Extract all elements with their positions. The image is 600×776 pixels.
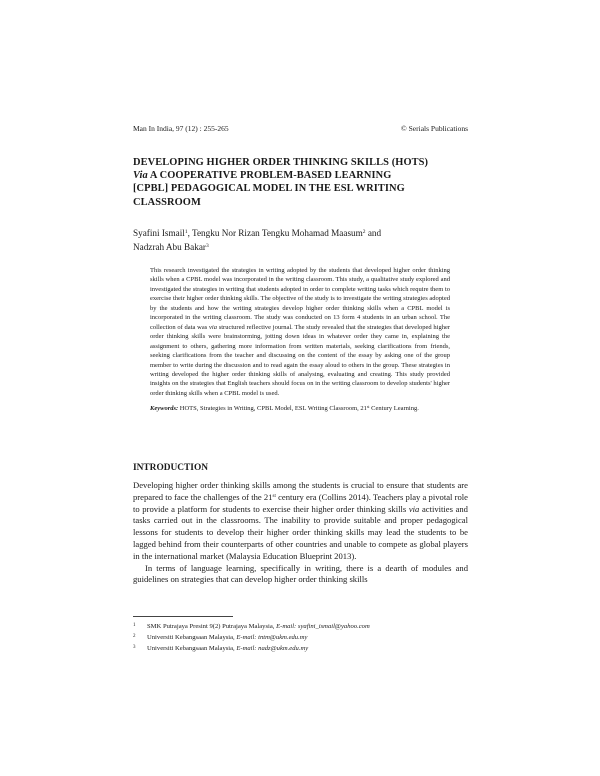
author-name: Syafini Ismail	[133, 228, 185, 238]
footnote-divider	[133, 616, 233, 617]
author-affiliation-mark: 3	[205, 242, 209, 249]
footnote-email: E-mail: tntm@ukm.edu.my	[236, 634, 308, 641]
keywords: Keywords: HOTS, Strategies in Writing, CPBL Model, ESL Writing Classroom, 21st Century Learning.	[150, 404, 419, 413]
title-line: [CPBL] PEDAGOGICAL MODEL IN THE ESL WRITING	[133, 183, 405, 195]
footnote-number: 1	[133, 623, 136, 628]
title-line: Via A COOPERATIVE PROBLEM-BASED LEARNING	[133, 170, 392, 182]
journal-citation: Man In India, 97 (12) : 255-265	[133, 124, 229, 133]
footnote-email: E-mail: syafini_ismail@yahoo.com	[276, 623, 370, 630]
publisher-name: © Serials Publications	[401, 124, 468, 133]
paragraph: Developing higher order thinking skills among the students is crucial to ensure that students are prepared to face the challenges of the 21st century era (Collins 2014). Teachers play a pivotal role to provide a platform for students to exercise their higher order thinking skills via activities and tasks carried out in the classrooms. The inability to provide suitable and proper pedagogical lessons for students to develop their higher order thinking skills may lead the students to be lagged behind from their counterparts of other countries and unable to compete as global players in the international market (Malaysia Education Blueprint 2013).	[133, 480, 468, 561]
title-line: CLASSROOM	[133, 196, 201, 208]
paragraph: In terms of language learning, specifically in writing, there is a dearth of modules and guidelines on strategies that can develop higher order thinking skills	[133, 562, 468, 585]
paper-title	[133, 156, 468, 209]
abstract	[150, 266, 450, 414]
author-affiliation-mark: 1	[184, 229, 188, 235]
abstract-text: This research investigated the strategies in writing adopted by the students that developed higher order thinking skills when a CPBL model was incorporated in the writing classroom. This study, a qualitative study explored and investigated the strategies in writing that students adopted in order to complete writing tasks which require them to exercise their higher order thinking skills. The objective of the study is to investigate the writing strategies adopted by the students and how the writing strategies develop higher order thinking skills when a CPBL model is incorporated in the writing classroom. The study was conducted on 13 form 4 students in an urban school. The collection of data was via structured reflective journal. The study revealed that the strategies that developed higher order thinking skills were brainstorming, jotting down ideas in whatever order they came in, explaining the assignment to others, gathering more information from written materials, seeking clarifications from friends, seeking clarifications from the teacher and discussing on the content of the essay by asking one of the group member to write during the discussion and to read again the essay aloud to others in the group. These strategies in writing developed the higher order thinking skills of analysing, evaluating and creating. This study provided insights on the strategies that English teachers should focus on in the writing classroom to develop students' higher order thinking skills when a CPBL model is used.	[150, 267, 450, 397]
footnote: 3 Universiti Kebangsaan Malaysia, E-mail: nadz@ukm.edu.my	[133, 643, 468, 654]
footnote: 1 SMK Putrajaya Presint 9(2) Putrajaya Malaysia, E-mail: syafini_ismail@yahoo.com	[133, 621, 468, 632]
footnote-email: E-mail: nadz@ukm.edu.my	[236, 645, 309, 652]
section-heading: INTRODUCTION	[133, 463, 209, 473]
author-affiliation-mark: 2	[362, 229, 366, 235]
footnotes	[133, 621, 468, 654]
footnote: 2 Universiti Kebangsaan Malaysia, E-mail: tntm@ukm.edu.my	[133, 632, 468, 643]
title-line: DEVELOPING HIGHER ORDER THINKING SKILLS (HOTS)	[133, 157, 429, 168]
footnote-number: 2	[133, 634, 136, 639]
footnote-number: 3	[133, 645, 136, 650]
author-list: Syafini Ismail$^1$, Tengku Nor Rizan Tengku Mohamad Maasum$^2$ and Nadzrah Abu Bakar$^3$	[133, 228, 382, 252]
author-name: Tengku Nor Rizan Tengku Mohamad Maasum	[192, 228, 363, 238]
author-name: Nadzrah Abu Bakar	[133, 241, 206, 252]
title-via: Via	[133, 170, 148, 182]
keywords-label: Keywords:	[150, 405, 179, 413]
body-text	[133, 480, 468, 586]
